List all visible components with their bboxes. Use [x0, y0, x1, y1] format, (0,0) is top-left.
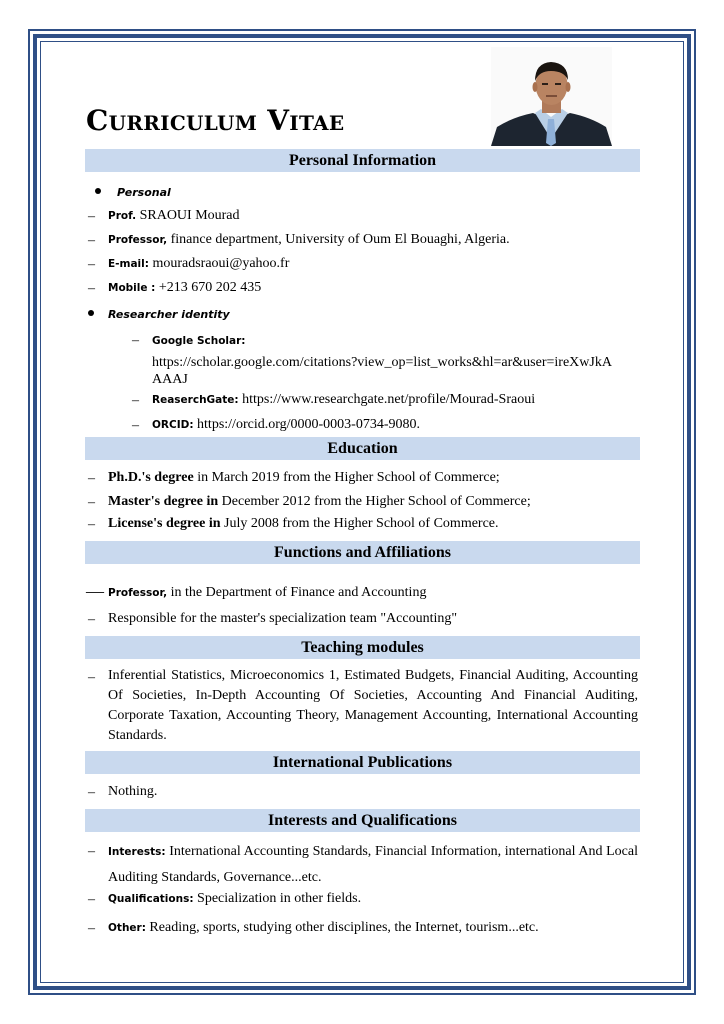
dash: –	[132, 333, 139, 348]
dash: –	[132, 418, 139, 433]
dash: –	[88, 495, 95, 510]
dash: –	[88, 233, 95, 248]
other-item: Other: Reading, sports, studying other disciplines, the Internet, tourism...etc.	[108, 920, 539, 935]
bullet-researcher	[88, 310, 94, 316]
orcid-link[interactable]: https://orcid.org/0000-0003-0734-9080.	[197, 417, 420, 432]
education-item: License's degree in July 2008 from the Higher School of Commerce.	[108, 516, 499, 531]
bullet-personal	[95, 188, 101, 194]
dash: –	[88, 921, 95, 936]
dash: –	[88, 471, 95, 486]
section-interests: Interests and Qualifications	[85, 809, 640, 832]
email-link[interactable]: mouradsraoui@yahoo.fr	[152, 256, 290, 271]
teaching-modules: Inferential Statistics, Microeconomics 1, Estimated Budgets, Financial Auditing, Accounting Of Societies, In-Depth Accounting Of Societies, Accounting And Financial Auditing, Corporate Taxation, Accounting Theory, Management Accounting, International Accounting Standards.	[108, 668, 638, 743]
dash: —	[86, 581, 104, 601]
researchgate-line: ReaserchGate: https://www.researchgate.net/profile/Mourad-Sraoui	[152, 392, 536, 407]
scholar-link[interactable]: https://scholar.google.com/citations?view_op=list_works&hl=ar&user=ireXwJkA	[152, 355, 612, 370]
personal-email: E-mail: mouradsraoui@yahoo.fr	[108, 256, 290, 271]
education-item: Ph.D.'s degree in March 2019 from the Higher School of Commerce;	[108, 470, 500, 485]
qualifications-item: Qualifications: Specialization in other fields.	[108, 891, 362, 906]
scholar-link-continued[interactable]: AAAJ	[152, 372, 188, 387]
dash: –	[88, 844, 95, 859]
scholar-label: Google Scholar:	[152, 335, 246, 347]
personal-name: Prof. SRAOUI Mourad	[108, 208, 240, 223]
document-title: Curriculum Vitae	[86, 104, 345, 137]
dash: –	[132, 393, 139, 408]
dash: –	[88, 892, 95, 907]
orcid-line: ORCID: https://orcid.org/0000-0003-0734-9080.	[152, 417, 420, 432]
section-publications: International Publications	[85, 751, 640, 774]
function-item: Responsible for the master's specialization team "Accounting"	[108, 611, 458, 626]
researcher-heading: Researcher identity	[108, 308, 230, 321]
portrait-photo	[491, 47, 612, 146]
publication-item: Nothing.	[108, 784, 158, 799]
interests-item: Interests: International Accounting Standards, Financial Information, international And Local Auditing Standards, Governance...etc.	[108, 844, 638, 885]
researchgate-link[interactable]: https://www.researchgate.net/profile/Mourad-Sraoui	[242, 392, 536, 407]
personal-heading: Personal	[117, 186, 171, 199]
education-item: Master's degree in December 2012 from the Higher School of Commerce;	[108, 494, 531, 509]
dash: –	[88, 209, 95, 224]
function-item: Professor, in the Department of Finance and Accounting	[108, 585, 427, 600]
personal-mobile: Mobile : +213 670 202 435	[108, 280, 262, 295]
dash: –	[88, 281, 95, 296]
dash: –	[88, 257, 95, 272]
section-education: Education	[85, 437, 640, 460]
dash: –	[88, 785, 95, 800]
dash: –	[88, 612, 95, 627]
dash: –	[88, 670, 95, 685]
dash: –	[88, 517, 95, 532]
section-functions: Functions and Affiliations	[85, 541, 640, 564]
section-personal-information: Personal Information	[85, 149, 640, 172]
section-teaching: Teaching modules	[85, 636, 640, 659]
personal-position: Professor, finance department, University of Oum El Bouaghi, Algeria.	[108, 232, 510, 247]
